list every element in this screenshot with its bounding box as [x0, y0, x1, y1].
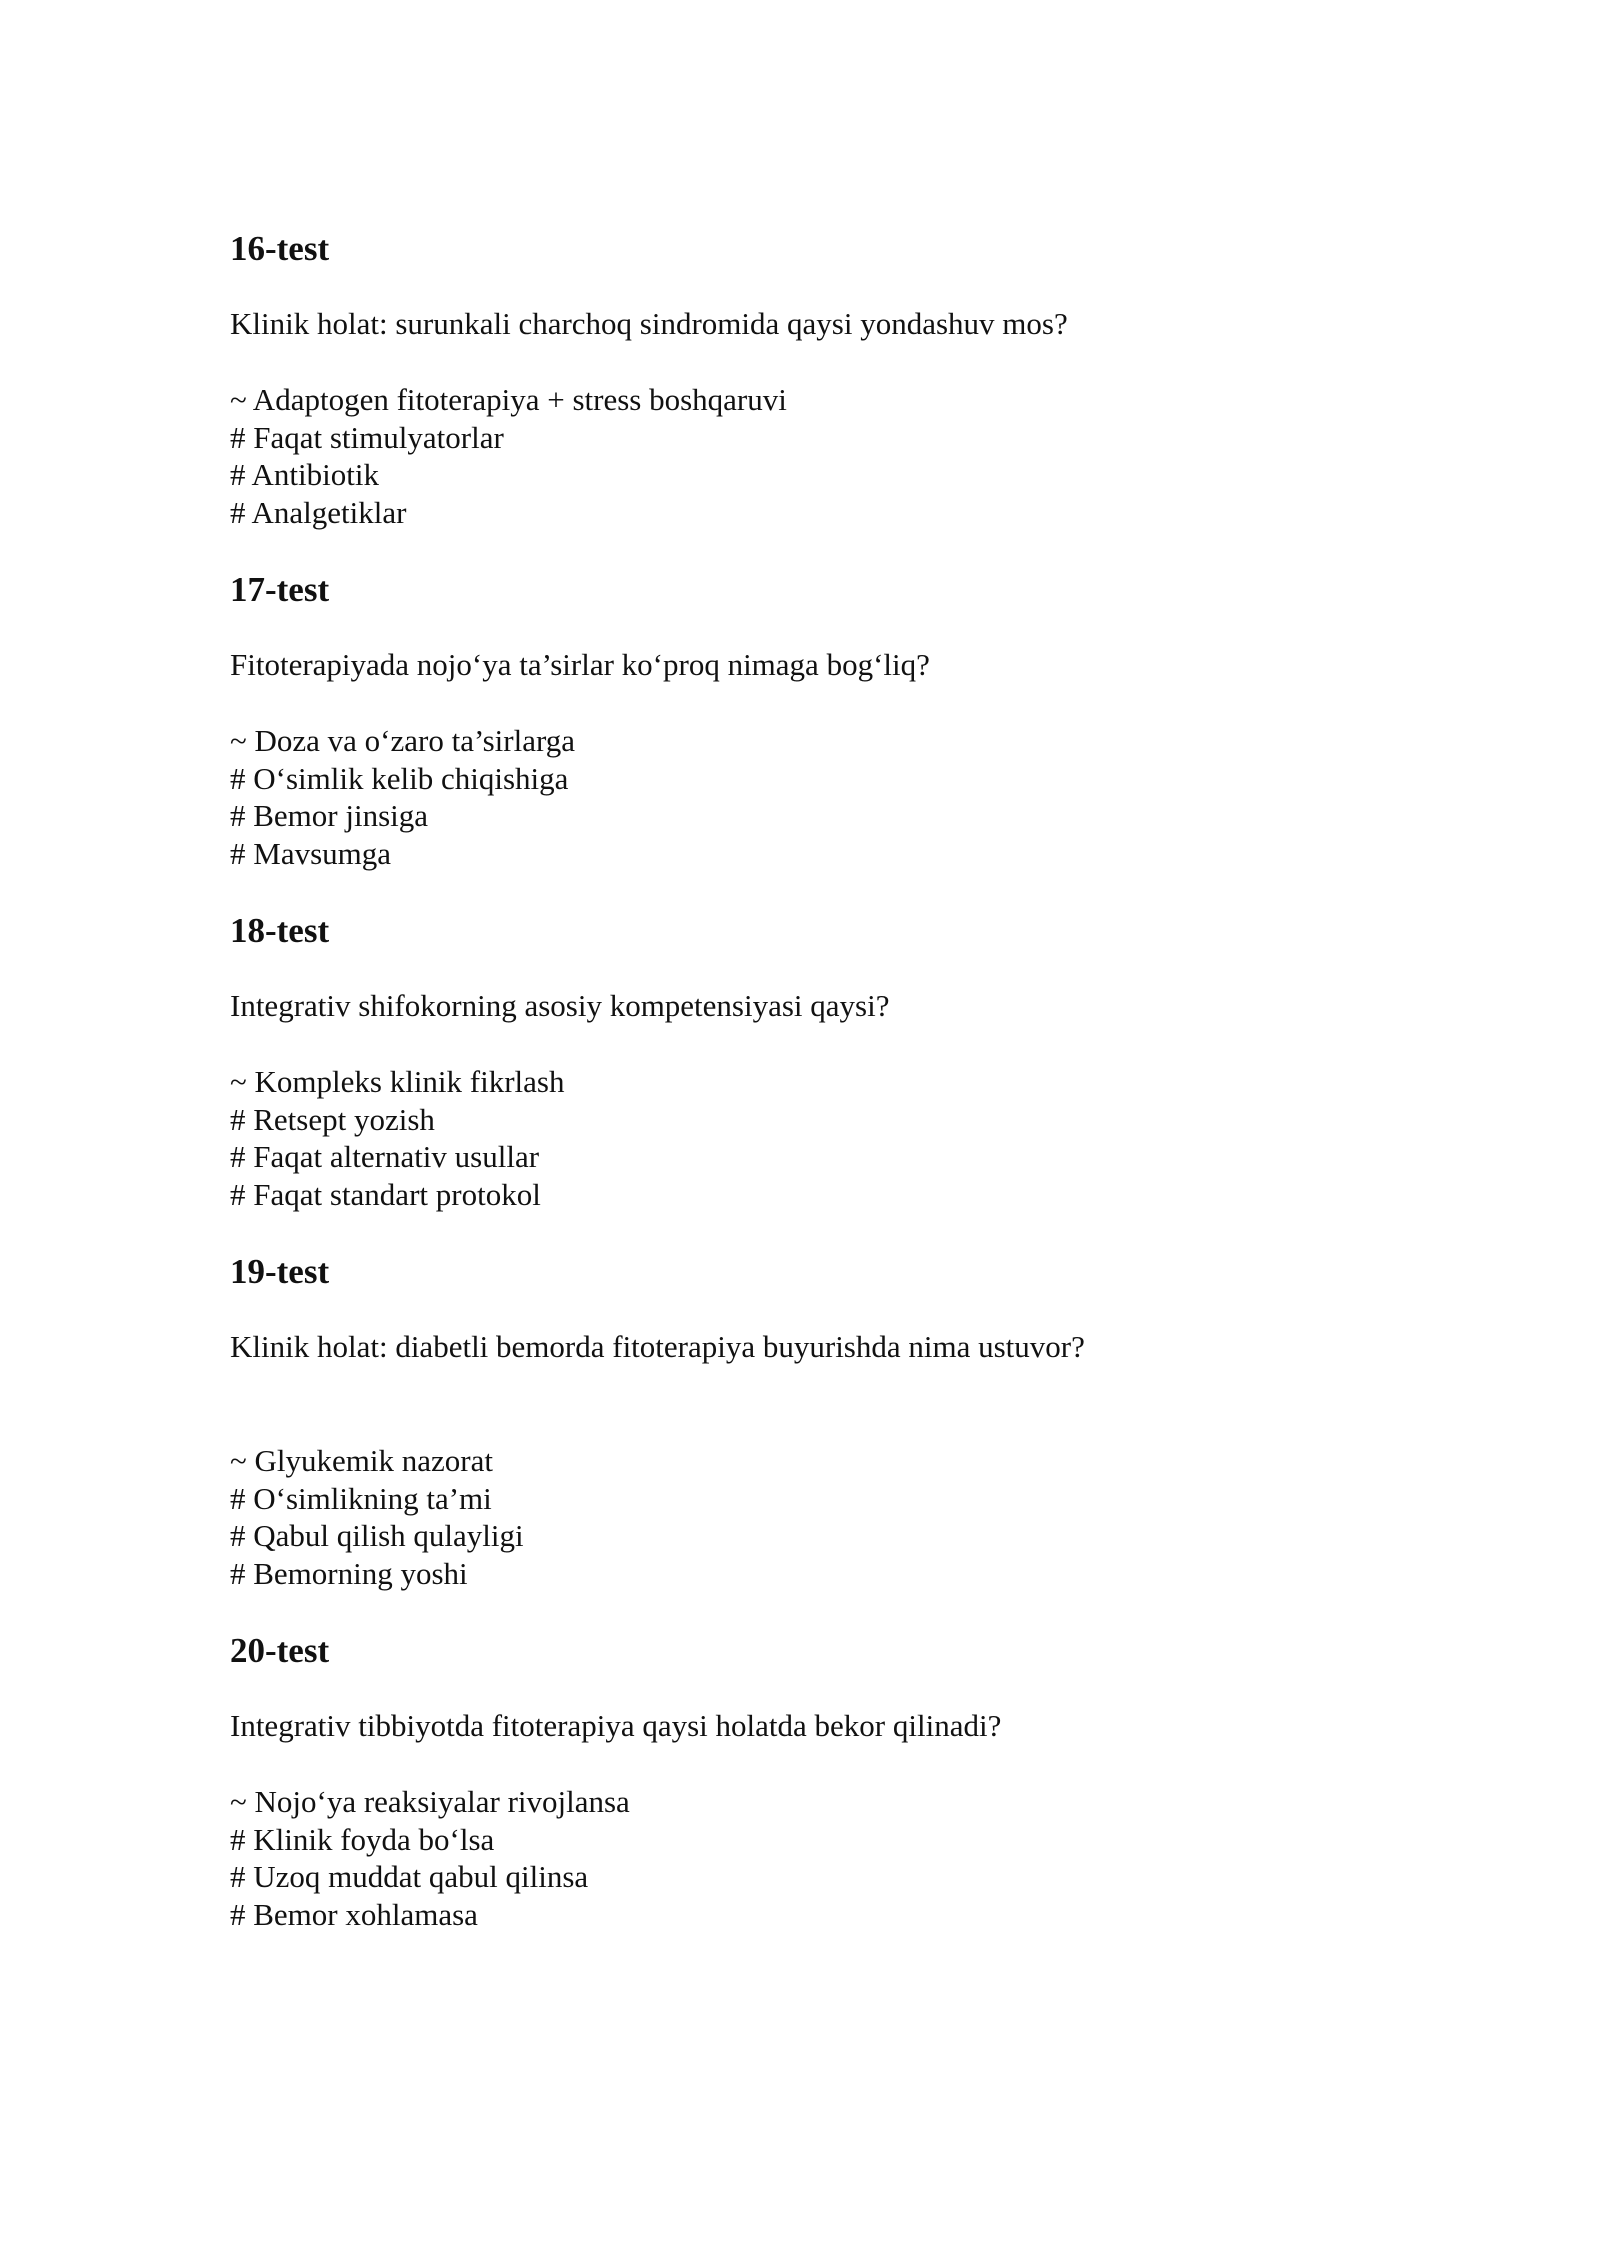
answer-option: # Qabul qilish qulayligi	[230, 1518, 524, 1553]
test-question: Fitoterapiyada nojo‘ya ta’sirlar ko‘proq nimaga bog‘liq?	[230, 647, 930, 682]
test-question: Klinik holat: diabetli bemorda fitoterapiya buyurishda nima ustuvor?	[230, 1329, 1085, 1364]
answer-option-correct: ~ Kompleks klinik fikrlash	[230, 1064, 565, 1099]
answer-option: # Mavsumga	[230, 835, 392, 871]
answer-option: # O‘simlikning ta’mi	[230, 1480, 492, 1516]
test-block-17	[230, 570, 1430, 871]
answer-option: # Bemorning yoshi	[230, 1555, 468, 1591]
answer-option: # Uzoq muddat qabul qilinsa	[230, 1859, 589, 1894]
answer-option: # Bemor jinsiga	[230, 798, 429, 833]
answer-options	[230, 1442, 524, 1592]
test-block-20	[230, 1631, 1430, 1932]
test-heading: 19-test	[230, 1252, 330, 1291]
test-block-16	[230, 229, 1430, 530]
answer-option: # Retsept yozish	[230, 1101, 435, 1137]
answer-option-correct: ~ Nojo‘ya reaksiyalar rivojlansa	[230, 1784, 630, 1819]
test-heading: 18-test	[230, 911, 330, 950]
test-heading: 16-test	[230, 229, 330, 268]
test-heading: 17-test	[230, 570, 330, 609]
answer-option: # Analgetiklar	[230, 494, 407, 530]
test-question: Klinik holat: surunkali charchoq sindromida qaysi yondashuv mos?	[230, 306, 1068, 341]
test-question: Integrativ tibbiyotda fitoterapiya qaysi holatda bekor qilinadi?	[230, 1708, 1002, 1743]
answer-option-correct: ~ Adaptogen fitoterapiya + stress boshqaruvi	[230, 382, 787, 417]
answer-option-correct: ~ Doza va o‘zaro ta’sirlarga	[230, 723, 575, 758]
answer-option-correct: ~ Glyukemik nazorat	[230, 1443, 493, 1478]
answer-options	[230, 722, 575, 872]
test-heading: 20-test	[230, 1631, 330, 1670]
answer-option: # Faqat stimulyatorlar	[230, 419, 504, 455]
answer-option: # Antibiotik	[230, 457, 379, 492]
answer-option: # O‘simlik kelib chiqishiga	[230, 760, 569, 796]
answer-option: # Faqat alternativ usullar	[230, 1139, 540, 1174]
test-block-19	[230, 1252, 1430, 1591]
answer-options	[230, 1783, 630, 1933]
answer-option: # Faqat standart protokol	[230, 1176, 541, 1212]
test-question: Integrativ shifokorning asosiy kompetensiyasi qaysi?	[230, 988, 890, 1023]
answer-options	[230, 1063, 565, 1213]
test-block-18	[230, 911, 1430, 1212]
answer-options	[230, 381, 787, 531]
answer-option: # Bemor xohlamasa	[230, 1896, 478, 1932]
answer-option: # Klinik foyda bo‘lsa	[230, 1821, 495, 1857]
